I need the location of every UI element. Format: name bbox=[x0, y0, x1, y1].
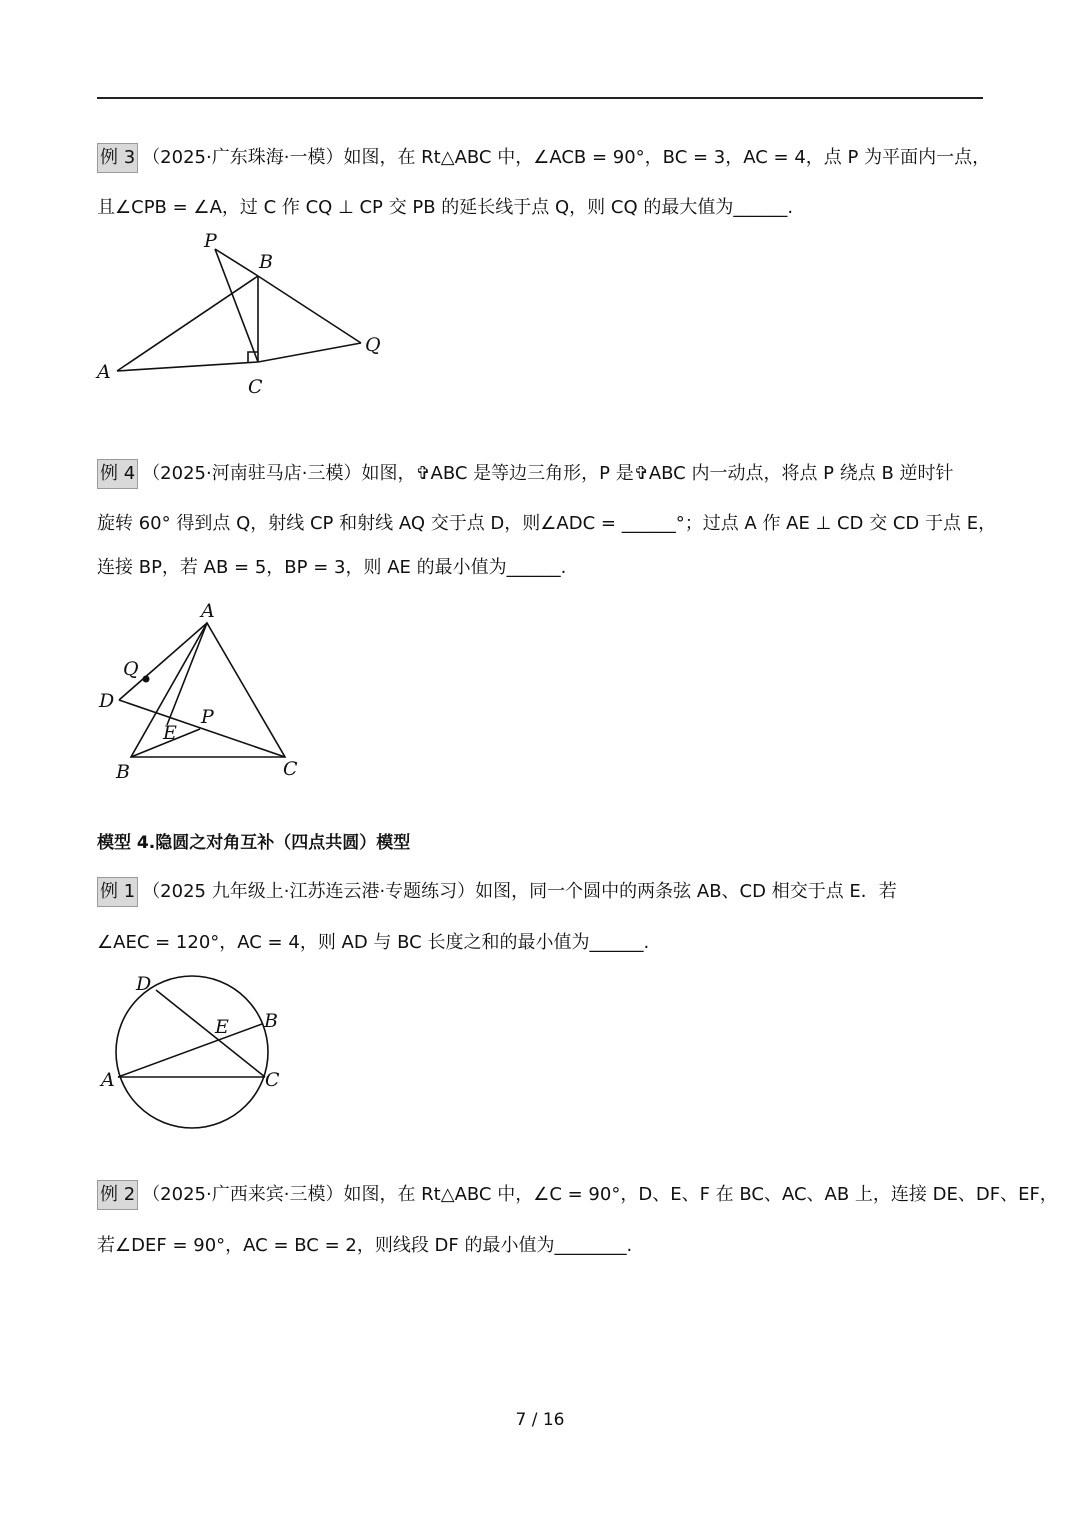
label-q: Q bbox=[123, 658, 139, 680]
label-c: C bbox=[265, 1069, 280, 1091]
segment-pc bbox=[215, 249, 258, 362]
label-a: A bbox=[101, 1069, 115, 1091]
chord-dc bbox=[156, 990, 265, 1077]
segment-pb bbox=[215, 249, 258, 276]
example1-figure bbox=[90, 965, 320, 1140]
label-b: B bbox=[116, 761, 130, 783]
circle bbox=[116, 976, 268, 1128]
model4-heading: 模型 4.隐圆之对角互补（四点共圆）模型 bbox=[97, 833, 411, 853]
example4-figure bbox=[90, 595, 340, 795]
example3-text1: （2025·广东珠海·一模）如图，在 Rt△ABC 中，∠ACB = 90°，BC = 3，AC = 4，点 P 为平面内一点， bbox=[142, 147, 991, 168]
segment-ab bbox=[117, 276, 258, 371]
label-d: D bbox=[136, 973, 152, 995]
label-b: B bbox=[259, 251, 273, 273]
segment-bq bbox=[258, 276, 361, 343]
example3-figure bbox=[90, 225, 400, 400]
example4-line1 bbox=[97, 459, 954, 489]
segment-ac bbox=[117, 362, 258, 371]
example1-line1 bbox=[97, 877, 897, 907]
triangle-abc bbox=[131, 623, 285, 757]
example4-line2: 旋转 60° 得到点 Q，射线 CP 和射线 AQ 交于点 D，则∠ADC = ______°；过点 A 作 AE ⊥ CD 交 CD 于点 E， bbox=[97, 513, 997, 534]
example4-text1: （2025·河南驻马店·三模）如图，✞ABC 是等边三角形，P 是✞ABC 内一动点，将点 P 绕点 B 逆时针 bbox=[142, 463, 954, 484]
label-p: P bbox=[204, 230, 217, 252]
label-d: D bbox=[99, 690, 115, 712]
chord-ab bbox=[118, 1024, 262, 1077]
label-e: E bbox=[215, 1016, 229, 1038]
example2-line1 bbox=[97, 1180, 1058, 1210]
label-a: A bbox=[201, 600, 215, 622]
example2-text1: （2025·广西来宾·三模）如图，在 Rt△ABC 中，∠C = 90°，D、E、F 在 BC、AC、AB 上，连接 DE、DF、EF， bbox=[142, 1184, 1058, 1205]
example1-tag: 例 1 bbox=[97, 877, 138, 907]
example3-line1 bbox=[97, 143, 990, 173]
label-e: E bbox=[163, 722, 177, 744]
example4-tag: 例 4 bbox=[97, 459, 138, 489]
label-p: P bbox=[201, 706, 214, 728]
example1-text1: （2025 九年级上·江苏连云港·专题练习）如图，同一个圆中的两条弦 AB、CD 相交于点 E．若 bbox=[142, 881, 897, 902]
example2-line2: 若∠DEF = 90°，AC = BC = 2，则线段 DF 的最小值为________. bbox=[97, 1235, 633, 1256]
page-number: 7 / 16 bbox=[515, 1410, 565, 1430]
label-c: C bbox=[248, 376, 263, 398]
example4-line3: 连接 BP，若 AB = 5，BP = 3，则 AE 的最小值为______. bbox=[97, 557, 567, 578]
example3-tag: 例 3 bbox=[97, 143, 138, 173]
segment-cq bbox=[258, 343, 361, 362]
point-q bbox=[143, 676, 150, 683]
header-rule bbox=[97, 97, 983, 99]
label-a: A bbox=[97, 361, 111, 383]
label-b: B bbox=[264, 1010, 278, 1032]
label-c: C bbox=[283, 758, 298, 780]
example3-line2: 且∠CPB = ∠A，过 C 作 CQ ⊥ CP 交 PB 的延长线于点 Q，则 CQ 的最大值为______. bbox=[97, 197, 794, 218]
example2-tag: 例 2 bbox=[97, 1180, 138, 1210]
label-q: Q bbox=[365, 334, 381, 356]
example1-line2: ∠AEC = 120°，AC = 4，则 AD 与 BC 长度之和的最小值为______. bbox=[97, 932, 650, 953]
